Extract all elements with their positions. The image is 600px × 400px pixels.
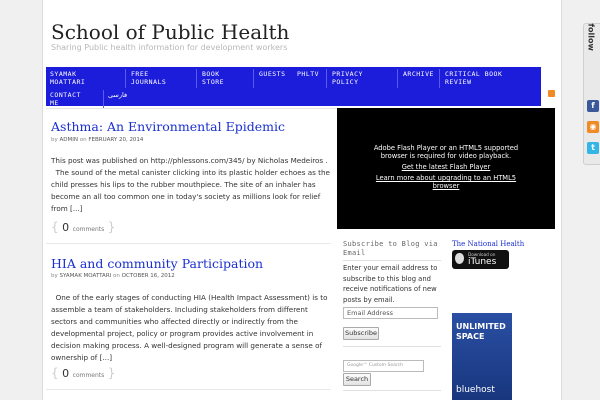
nav-label: فارسی [108, 91, 128, 99]
brace-icon: { [51, 220, 59, 234]
nav-label: BOOK [202, 70, 220, 78]
brace-icon: { [51, 366, 59, 380]
nav-label: CRITICAL BOOK [445, 70, 503, 78]
apple-icon [455, 253, 464, 264]
html5-upgrade-link[interactable]: browser [432, 182, 460, 190]
podcast-heading[interactable]: The National Health [452, 240, 525, 248]
nav-label: MOATTARI [50, 78, 86, 86]
bluehost-ad[interactable] [452, 313, 512, 400]
follow-tab[interactable] [583, 23, 600, 165]
widget-divider [343, 260, 441, 261]
excerpt-line: child presses his lips to the rubber mouthpiece. The site of an inhaler has [51, 180, 316, 189]
nav-item-archive[interactable] [403, 70, 434, 78]
nav-divider [253, 69, 254, 88]
subscribe-description [343, 263, 443, 305]
meta-by: by [51, 273, 58, 279]
search-button[interactable]: Search [343, 373, 371, 386]
post-excerpt [51, 155, 336, 215]
nav-divider [103, 90, 104, 109]
nav-label: ME [50, 99, 59, 107]
nav-label: CONTACT [50, 91, 81, 99]
main-nav [46, 67, 541, 106]
site-title[interactable]: School of Public Health [51, 20, 290, 44]
excerpt-line: developmental project, policy or program provides active involvement in [51, 329, 314, 338]
post-author[interactable]: ADMIN [59, 137, 78, 143]
post-divider [46, 243, 331, 244]
comment-count[interactable] [51, 220, 115, 234]
read-more-link[interactable]: ownership of [...] [51, 353, 113, 362]
subscribe-heading-line: Email [343, 249, 366, 257]
email-field[interactable]: Email Address [343, 307, 438, 319]
post-meta [51, 273, 175, 279]
post-date: FEBRUARY 20, 2014 [88, 137, 144, 143]
page-container [42, 0, 562, 400]
post-title[interactable]: Asthma: An Environmental Epidemic [51, 119, 285, 134]
nav-divider [397, 69, 398, 88]
comment-number: 0 [62, 367, 70, 380]
nav-label: JOURNALS [131, 78, 167, 86]
rss-icon[interactable]: ◉ [587, 121, 599, 133]
nav-label: FREE [131, 70, 149, 78]
nav-label: ARCHIVE [403, 70, 434, 78]
ad-brand: bluehost [456, 385, 495, 395]
excerpt-line: decision making process. A well-designed program will generate a sense of [51, 341, 323, 350]
brace-icon: } [107, 220, 116, 234]
video-message: browser is required for video playback. [380, 152, 512, 160]
post-title[interactable]: HIA and community Participation [51, 256, 264, 271]
brace-icon: } [107, 366, 116, 380]
subscribe-heading-line: Subscribe to Blog via [343, 240, 438, 248]
subscribe-heading [343, 240, 443, 258]
html5-upgrade-link[interactable]: Learn more about upgrading to an HTML5 [375, 174, 517, 182]
nav-item-book-store[interactable] [202, 70, 224, 86]
video-player[interactable] [337, 108, 555, 229]
ad-headline: SPACE [456, 332, 485, 341]
nav-divider [326, 69, 327, 88]
subscribe-text-line: posts by email. [343, 295, 395, 304]
follow-label: follow [586, 23, 596, 51]
nav-item-critical-book-review[interactable] [445, 70, 502, 86]
site-tagline: Sharing Public health information for development workers [51, 43, 288, 52]
nav-label: REVIEW [445, 78, 472, 86]
excerpt-line: This post was published on http://phlessons.com/345/ by Nicholas Medeiros . [51, 156, 328, 165]
widget-divider [343, 390, 441, 391]
search-input[interactable]: Google™ Custom Search [343, 360, 424, 372]
nav-item-syamak-moattari[interactable] [50, 70, 85, 86]
meta-on: on [79, 137, 87, 143]
subscribe-text-line: receive notifications of new [343, 285, 437, 293]
comment-number: 0 [62, 221, 70, 234]
nav-item-free-journals[interactable] [131, 70, 166, 86]
rss-icon[interactable] [548, 90, 555, 97]
read-more-link[interactable]: from [...] [51, 204, 83, 213]
meta-on: on [113, 273, 120, 279]
twitter-icon[interactable]: t [587, 142, 599, 154]
subscribe-text-line: subscribe to this blog and [343, 274, 431, 283]
post-author[interactable]: SYAMAK MOATTARI [59, 273, 112, 279]
nav-item-phltv[interactable] [297, 70, 319, 78]
post-divider [46, 389, 331, 390]
excerpt-line: The sound of the metal canister clicking into its plastic holder echoes as the [51, 168, 330, 177]
comment-label: comments [72, 372, 105, 379]
nav-label: SYAMAK [50, 70, 77, 78]
nav-divider [196, 69, 197, 88]
nav-item-contact-me[interactable] [50, 91, 81, 107]
excerpt-line: sectors and communities who affected directly or indirectly from the [51, 317, 298, 326]
excerpt-line: assemble a team of stakeholders. Including stakeholders from different [51, 305, 308, 314]
comment-label: comments [72, 226, 105, 233]
itunes-small-text: Download on [468, 252, 496, 257]
nav-item-privacy-policy[interactable] [332, 70, 363, 86]
excerpt-line: One of the early stages of conducting HIA (Health Impact Assessment) is to [51, 293, 328, 302]
facebook-icon[interactable]: f [587, 100, 599, 112]
nav-item-guests[interactable] [259, 70, 285, 78]
subscribe-button[interactable]: Subscribe [343, 327, 379, 340]
nav-label: GUESTS [259, 70, 286, 78]
video-message: Adobe Flash Player or an HTML5 supported [373, 144, 519, 152]
excerpt-line: become an all too common one in today's society as millions look for relief [51, 192, 321, 201]
post-date: OCTOBER 16, 2012 [121, 273, 175, 279]
post-excerpt [51, 292, 336, 364]
itunes-label: iTunes [468, 257, 497, 267]
nav-label: PHLTV [297, 70, 320, 78]
flash-player-link[interactable]: Get the latest Flash Player [401, 163, 491, 171]
widget-divider [343, 346, 441, 347]
ad-headline: UNLIMITED [456, 322, 506, 331]
meta-by: by [51, 137, 58, 143]
nav-label: PRIVACY [332, 70, 363, 78]
nav-label: POLICY [332, 78, 359, 86]
post-meta [51, 137, 143, 143]
comment-count[interactable] [51, 366, 115, 380]
nav-label: STORE [202, 78, 225, 86]
nav-item-farsi[interactable] [108, 91, 127, 99]
itunes-badge[interactable] [452, 250, 509, 269]
nav-divider [125, 69, 126, 88]
subscribe-text-line: Enter your email address to [343, 264, 438, 272]
nav-divider [439, 69, 440, 88]
